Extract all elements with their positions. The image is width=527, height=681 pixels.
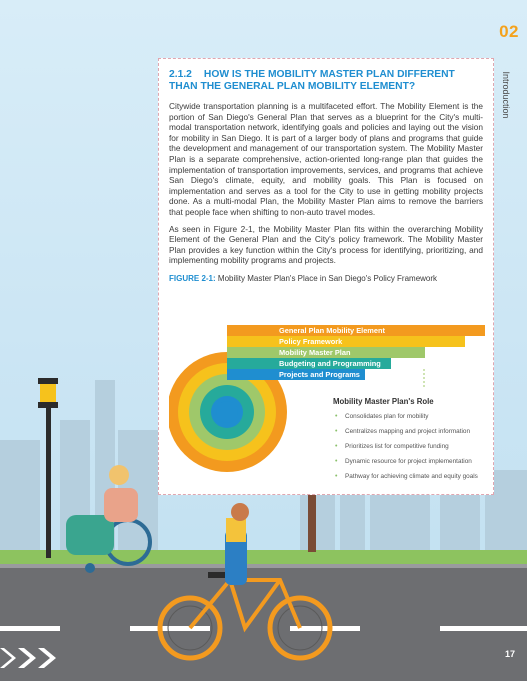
bullet-icon: •	[335, 413, 338, 420]
role-list	[335, 413, 478, 488]
bullet-icon: •	[335, 473, 338, 480]
policy-framework-figure	[169, 317, 485, 487]
layer-label: Projects and Programs	[279, 370, 360, 379]
street-lamp	[38, 378, 58, 558]
role-item: • Centralizes mapping and project information	[335, 428, 471, 435]
layer-label: Policy Framework	[279, 337, 343, 346]
role-title: Mobility Master Plan's Role	[333, 397, 434, 406]
page-number: 17	[504, 649, 515, 659]
core-circle	[216, 401, 238, 423]
role-item: • Consolidates plan for mobility	[335, 413, 429, 420]
paragraph: As seen in Figure 2-1, the Mobility Master Plan fits within the overarching Mobility Element of the General Plan and the City's policy framework. The Mobility Master Plan provides a key function within the City's process for identifying, prioritizing, and implementing mobility programs and projects.	[169, 223, 483, 266]
chapter-number: 02	[499, 22, 519, 41]
role-item: • Pathway for achieving climate and equity goals	[335, 473, 478, 480]
figure-caption	[169, 274, 483, 283]
section-number: 2.1.2	[169, 69, 192, 80]
layer-label: Mobility Master Plan	[279, 348, 351, 357]
section-heading	[169, 69, 483, 93]
role-item: • Prioritizes list for competitive funding	[335, 443, 449, 450]
figure-label: FIGURE 2-1:	[169, 273, 216, 283]
figure-title: Mobility Master Plan's Place in San Diego's Policy Framework	[217, 273, 438, 283]
chapter-label: Introduction	[501, 71, 511, 119]
bullet-icon: •	[335, 443, 338, 450]
bullet-icon: •	[335, 458, 338, 465]
section-title: HOW IS THE MOBILITY MASTER PLAN DIFFERENT THAN THE GENERAL PLAN MOBILITY ELEMENT?	[169, 69, 455, 92]
layer-label: Budgeting and Programming	[279, 359, 381, 368]
paragraph: Citywide transportation planning is a multifaceted effort. The Mobility Element is the portion of San Diego's General Plan that serves as a blueprint for the City's multi-modal transportation network, identifying goals and policies and laying out the vision for mobility in San Diego. It is part of a larger body of plans and programs that guide the development and management of our transportation system. The Mobility Master Plan is a separate comprehensive, action-oriented long-range plan that guides the implementation of transportation improvements, services, and programs that achieve San Diego's climate, equity, and mobility goals. This Plan is focused on implementation and serves as a tool for the City to use in getting mobility projects done. As a multi-modal Plan, the Mobility Master Plan aims to remove the barriers that people face when shifting to non-auto travel modes.	[169, 101, 483, 217]
layer-bar	[227, 336, 465, 347]
bullet-icon: •	[335, 428, 338, 435]
layer-label: General Plan Mobility Element	[279, 326, 385, 335]
content-card	[158, 58, 494, 495]
role-item: • Dynamic resource for project implementation	[335, 458, 472, 465]
